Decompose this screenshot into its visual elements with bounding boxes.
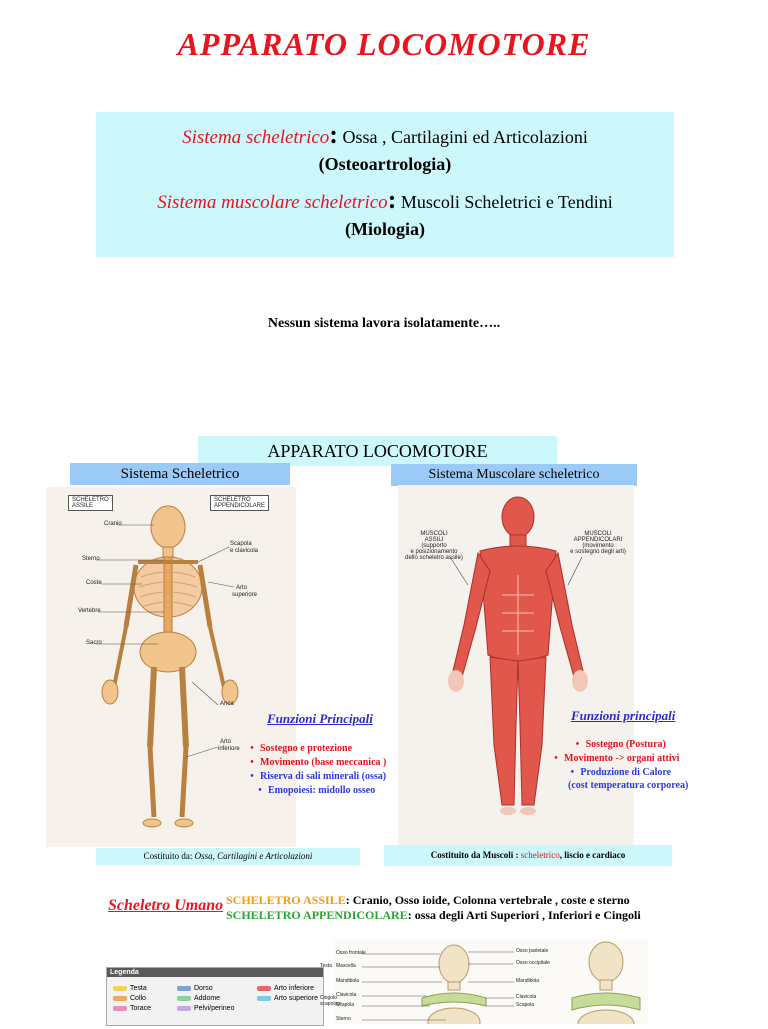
bottom-label-osso-parietale: Osso parietale bbox=[516, 948, 549, 954]
muscular-caption-red: scheletrico bbox=[520, 850, 560, 860]
bottom-skeleton-illustration bbox=[334, 940, 648, 1024]
axial-muscles-line4: e posizionamento bbox=[410, 549, 458, 555]
skeleton-axial-box-line1: SCHELETRO bbox=[72, 497, 109, 503]
legend-swatch bbox=[113, 986, 127, 991]
skeletal-function-item: • Emopoiesi: midollo osseo bbox=[244, 784, 386, 798]
legend-swatch bbox=[177, 986, 191, 991]
skeletal-colon: : bbox=[329, 120, 338, 149]
muscular-functions-list bbox=[556, 738, 679, 780]
bullet-icon: • bbox=[250, 771, 254, 782]
bottom-label-clavicola-right: Clavicola bbox=[516, 994, 537, 1000]
muscular-heading: Sistema Muscolare scheletrico bbox=[391, 464, 637, 486]
muscular-function-item: • Movimento -> organi attivi bbox=[548, 752, 679, 766]
label-scapola: Scapola bbox=[230, 541, 252, 547]
bottom-label-testa: Testa bbox=[320, 963, 332, 969]
bottom-label-mascella: Mascella bbox=[336, 963, 356, 969]
muscular-caption bbox=[384, 845, 672, 866]
body-regions-legend bbox=[106, 967, 324, 1026]
axial-muscles-line3: (supporto bbox=[421, 543, 447, 549]
bottom-label-mandibola-right: Mandibola bbox=[516, 978, 540, 984]
skeletal-heading: Sistema Scheletrico bbox=[70, 463, 290, 485]
skeleton-axial-box-line2: ASSILE bbox=[72, 503, 94, 509]
tagline: Nessun sistema lavora isolatamente….. bbox=[267, 316, 501, 331]
skeletal-functions-list bbox=[244, 742, 386, 798]
legend-swatch bbox=[113, 1006, 127, 1011]
legend-title: Legenda bbox=[107, 968, 323, 977]
axial-muscles-line2: ASSILI bbox=[424, 537, 444, 543]
appendicular-muscles-line3: (movimento bbox=[582, 543, 614, 549]
scheletro-appendicolare-line bbox=[226, 908, 641, 923]
bottom-label-cingolo-1: Cingolo bbox=[320, 995, 337, 1001]
muscular-caption-suffix: , liscio e cardiaco bbox=[559, 850, 626, 860]
muscular-sub: (Miologia) bbox=[345, 219, 425, 239]
muscle-figure bbox=[398, 485, 634, 845]
legend-swatch bbox=[177, 996, 191, 1001]
legend-swatch bbox=[257, 996, 271, 1001]
skeletal-function-item: • Riserva di sali minerali (ossa) bbox=[244, 770, 386, 784]
skeletal-caption bbox=[96, 848, 360, 865]
bottom-label-osso-occipitale: Osso occipitale bbox=[516, 960, 550, 966]
label-sterno: Sterno bbox=[82, 556, 100, 562]
axial-muscles-line5: dello scheletro assile) bbox=[405, 555, 463, 561]
axial-muscles-line1: MUSCOLI bbox=[420, 531, 448, 537]
legend-item: Dorso bbox=[177, 985, 213, 992]
appendicular-muscles-note bbox=[566, 531, 630, 555]
skeleton-appendicular-box-line2: APPENDICOLARE bbox=[214, 503, 266, 509]
legend-item: Arto inferiore bbox=[257, 985, 314, 992]
label-clavicola: e clavicola bbox=[230, 548, 259, 554]
label-anca: Anca bbox=[220, 701, 234, 707]
scheletro-assile-label: SCHELETRO ASSILE bbox=[226, 893, 346, 907]
muscular-functions-title: Funzioni principali bbox=[571, 708, 676, 723]
bullet-icon: • bbox=[250, 743, 254, 754]
label-vertebre: Vertebre bbox=[78, 608, 101, 614]
skeleton-axial-box bbox=[68, 495, 113, 511]
label-arto-inferiore-1: Arto bbox=[220, 739, 232, 745]
label-cranio: Cranio bbox=[104, 521, 122, 527]
bullet-icon: • bbox=[570, 767, 575, 778]
bottom-label-scapola-right: Scapola bbox=[516, 1002, 535, 1008]
label-coste: Coste bbox=[86, 580, 102, 586]
bottom-label-clavicola: Clavicola bbox=[336, 992, 357, 998]
scheletro-umano-text bbox=[226, 893, 641, 923]
appendicular-muscles-line2: APPENDICOLARI bbox=[573, 537, 623, 543]
muscular-function-item: • Sostegno (Postura) bbox=[556, 738, 679, 752]
skeletal-function-item: • Movimento (base meccanica ) bbox=[244, 756, 386, 770]
bottom-label-osso-frontale: Osso frontale bbox=[336, 950, 366, 956]
muscular-line bbox=[96, 187, 674, 216]
bottom-label-scapola: Scapola bbox=[336, 1002, 355, 1008]
appendicular-muscles-line1: MUSCOLI bbox=[584, 531, 612, 537]
skeletal-caption-prefix: Costituito da: bbox=[143, 851, 195, 861]
skeletal-label: Sistema scheletrico bbox=[182, 127, 330, 148]
muscular-function-extra: (cost temperatura corporea) bbox=[568, 780, 689, 791]
bullet-icon: • bbox=[258, 785, 262, 796]
scheletro-assile-desc: : Cranio, Osso ioide, Colonna vertebrale , coste e sterno bbox=[345, 893, 630, 907]
legend-swatch bbox=[177, 1006, 191, 1011]
scheletro-umano-title: Scheletro Umano bbox=[108, 897, 224, 914]
label-arto-inferiore-2: inferiore bbox=[218, 746, 240, 752]
legend-item: Testa bbox=[113, 985, 147, 992]
skeletal-sub: (Osteoartrologia) bbox=[318, 154, 452, 174]
scheletro-appendicolare-label: SCHELETRO APPENDICOLARE bbox=[226, 908, 408, 922]
skeletal-desc: Ossa , Cartilagini ed Articolazioni bbox=[337, 127, 588, 147]
legend-item: Addome bbox=[177, 995, 220, 1002]
legend-item: Arto superiore bbox=[257, 995, 318, 1002]
label-sacro: Sacro bbox=[86, 640, 102, 646]
bottom-label-sterno: Sterno bbox=[336, 1016, 351, 1022]
skeletal-caption-italic: Ossa, Cartilagini e Articolazioni bbox=[194, 851, 313, 861]
muscular-colon: : bbox=[387, 185, 397, 214]
legend-item: Pelvi/perineo bbox=[177, 1005, 234, 1012]
legend-item: Collo bbox=[113, 995, 146, 1002]
skeletal-function-item: • Sostegno e protezione bbox=[244, 742, 386, 756]
bullet-icon: • bbox=[554, 753, 558, 764]
muscular-function-item: • Produzione di Calore bbox=[556, 766, 679, 780]
bottom-label-cingolo-2: scapolare bbox=[320, 1001, 342, 1007]
label-arto-superiore-2: superiore bbox=[232, 592, 258, 598]
legend-item: Torace bbox=[113, 1005, 151, 1012]
intro-box bbox=[96, 112, 674, 257]
legend-swatch bbox=[113, 996, 127, 1001]
skeleton-appendicular-box-line1: SCHELETRO bbox=[214, 497, 251, 503]
section-title: APPARATO LOCOMOTORE bbox=[198, 436, 557, 466]
bottom-label-mandibola: Mandibola bbox=[336, 978, 360, 984]
bottom-skeleton-figure bbox=[334, 940, 648, 1024]
skeleton-appendicular-box bbox=[210, 495, 269, 511]
page-title: APPARATO LOCOMOTORE bbox=[177, 26, 591, 62]
skeletal-functions-title: Funzioni Principali bbox=[267, 711, 373, 726]
appendicular-muscles-line4: e sostegno degli arti) bbox=[570, 549, 626, 555]
label-arto-superiore-1: Arto bbox=[236, 585, 248, 591]
muscular-caption-prefix: Costituito da Muscoli : bbox=[430, 850, 521, 860]
bullet-icon: • bbox=[250, 757, 254, 768]
muscular-label: Sistema muscolare scheletrico bbox=[157, 192, 388, 213]
bullet-icon: • bbox=[575, 739, 580, 750]
scheletro-appendicolare-desc: : ossa degli Arti Superiori , Inferiori e Cingoli bbox=[407, 908, 641, 922]
muscular-desc: Muscoli Scheletrici e Tendini bbox=[396, 192, 613, 212]
scheletro-assile-line bbox=[226, 893, 641, 908]
axial-muscles-note bbox=[404, 531, 464, 561]
legend-swatch bbox=[257, 986, 271, 991]
skeletal-line bbox=[96, 122, 674, 151]
